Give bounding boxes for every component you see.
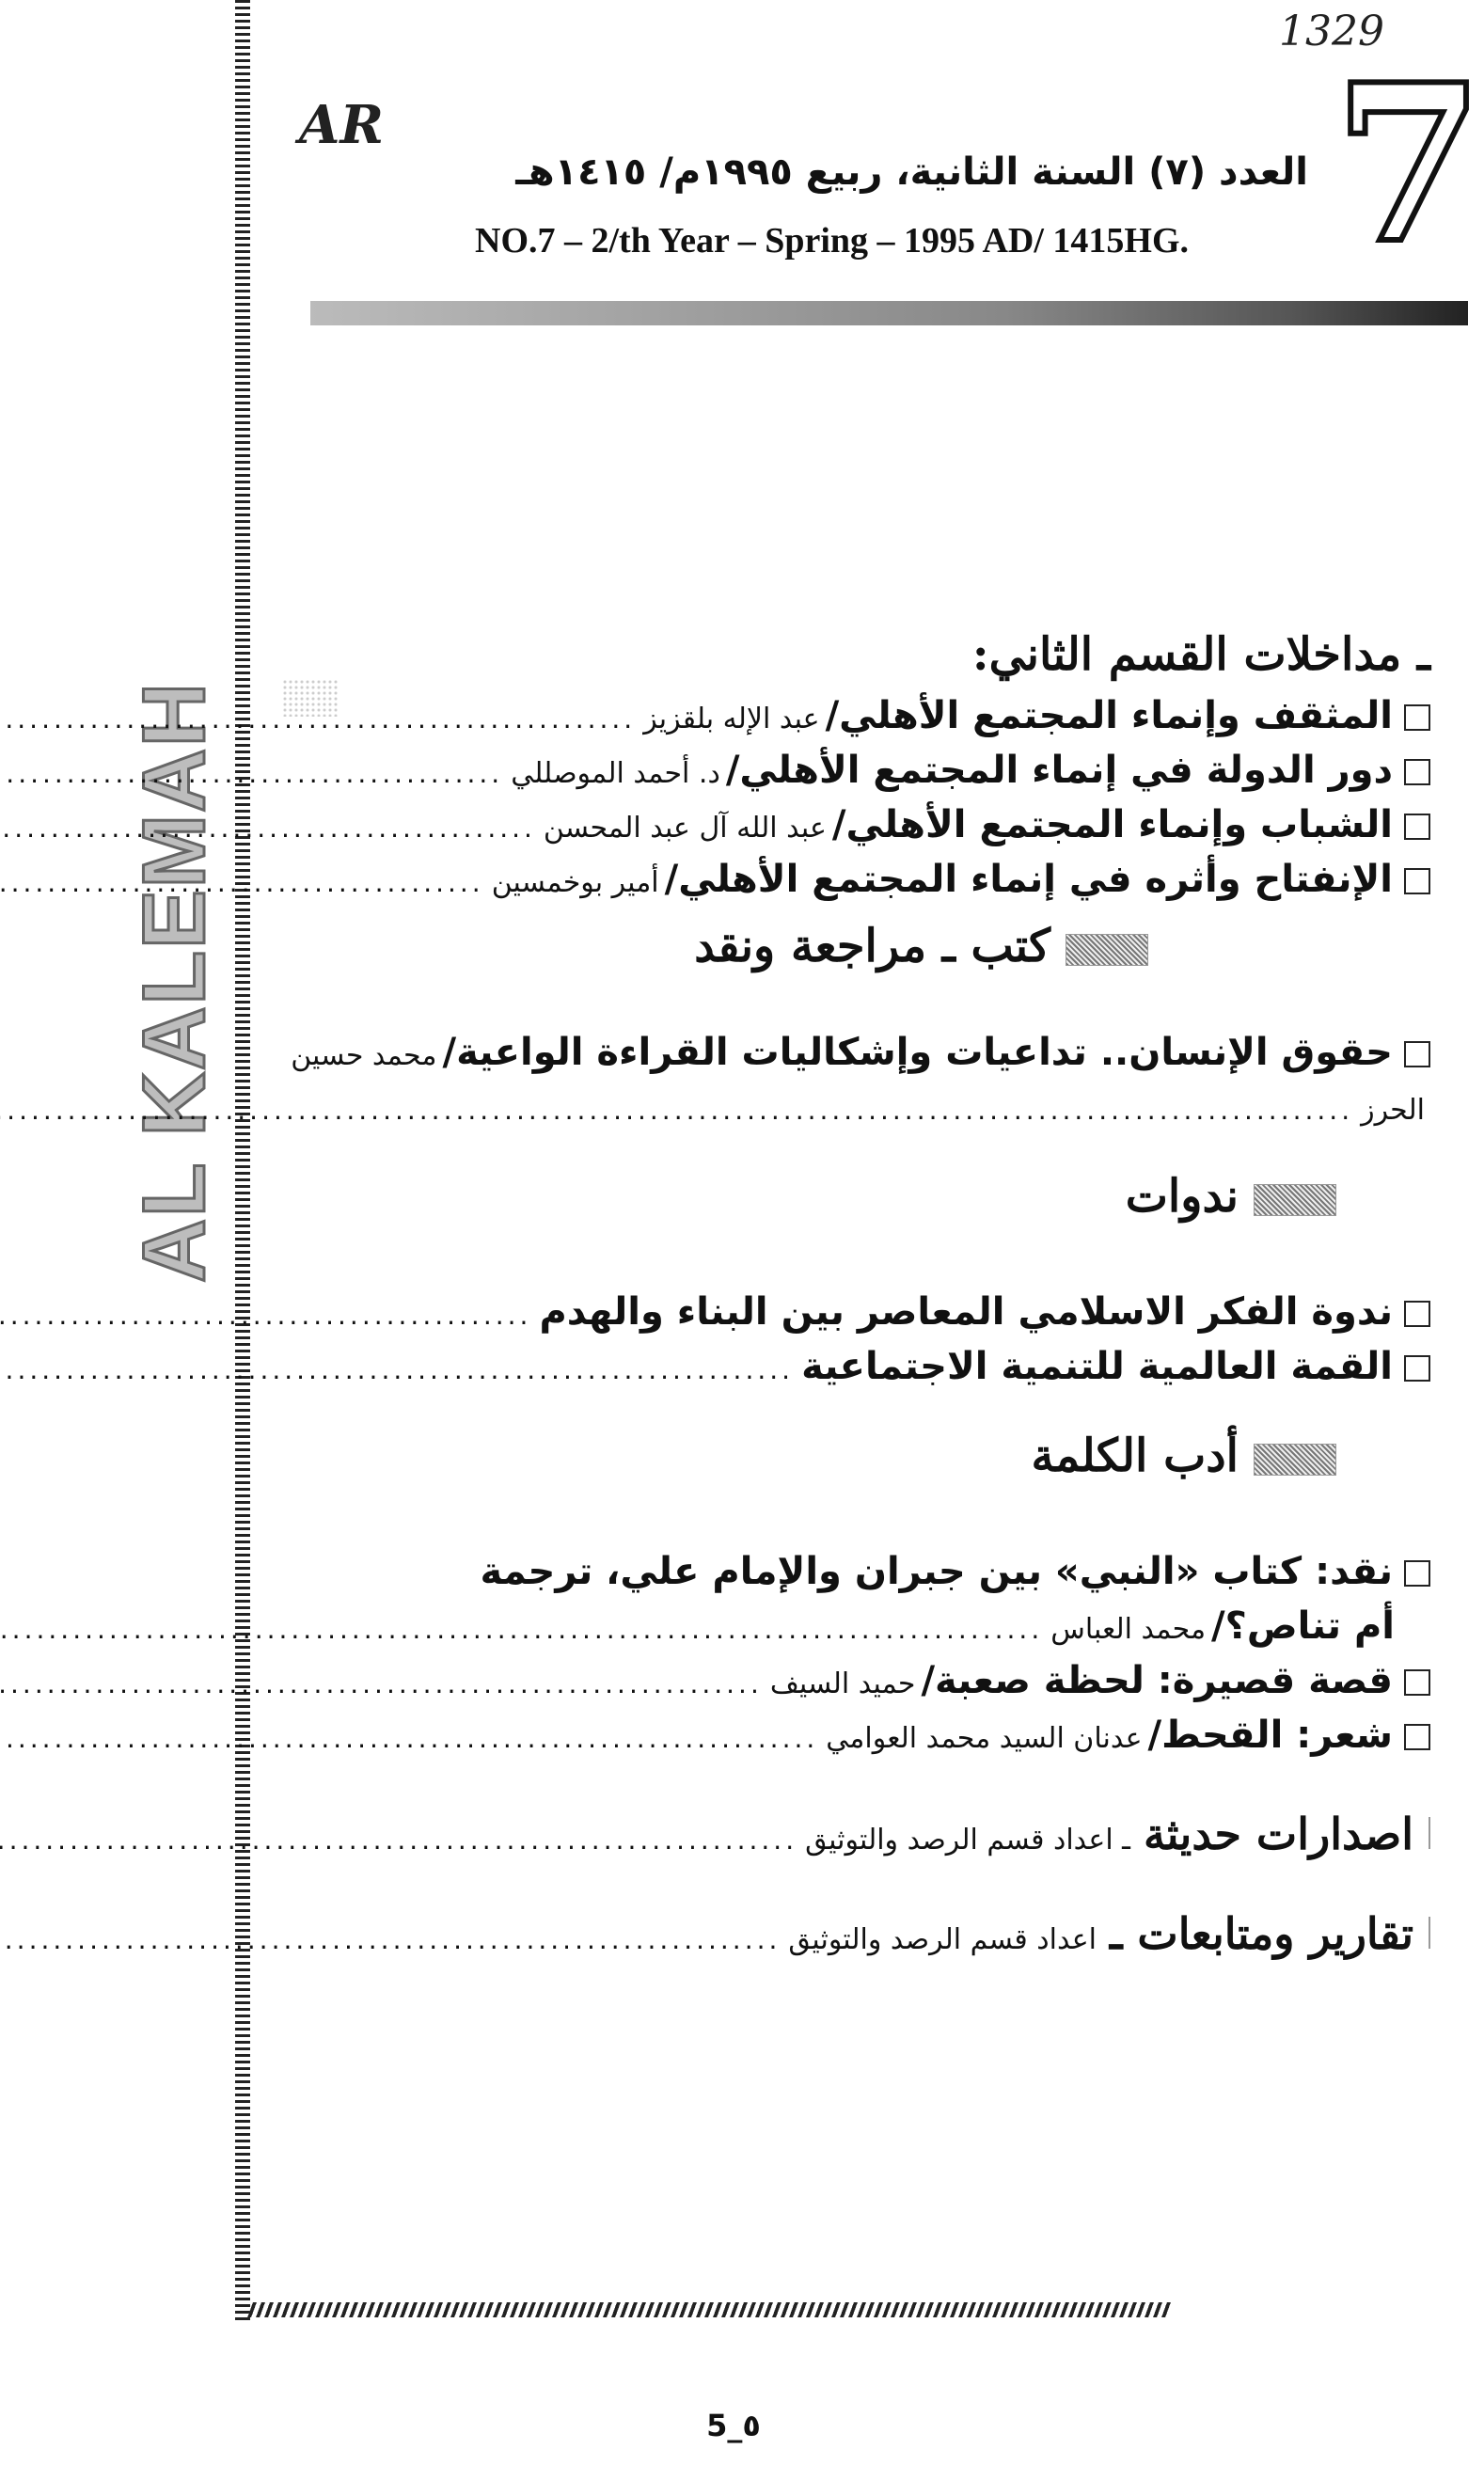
page-number: 5_٥ xyxy=(706,2408,761,2443)
toc-entry xyxy=(274,1653,1430,1708)
brand-text: AL KALEMAH xyxy=(124,681,223,1283)
entry-author: محمد العباس xyxy=(1050,1613,1207,1646)
checkbox-icon xyxy=(1404,1301,1430,1327)
toc-entry xyxy=(274,743,1430,798)
leader-dots xyxy=(0,801,536,856)
entry-title: المثقف وإنماء المجتمع الأهلي/ xyxy=(825,694,1393,737)
leader-dots xyxy=(0,1712,818,1766)
toc-entry xyxy=(274,1708,1430,1762)
toc-entry xyxy=(274,798,1430,852)
checkbox-icon xyxy=(1404,1560,1430,1587)
checkbox-icon xyxy=(1404,1669,1430,1696)
issue-number-digit: 7 xyxy=(1334,38,1484,292)
leader-dots xyxy=(0,1807,797,1874)
checkbox-icon xyxy=(1404,1355,1430,1382)
checkbox-icon xyxy=(1404,1724,1430,1750)
leader-dots xyxy=(0,856,484,910)
checkbox-icon xyxy=(1404,868,1430,894)
entry-author: حميد السيف xyxy=(769,1667,916,1700)
shaded-block-icon xyxy=(1254,1444,1336,1476)
toc-footer-entry xyxy=(274,1900,1430,1967)
toc-entry xyxy=(274,1544,1430,1599)
leader-dots xyxy=(0,1288,531,1343)
leader-dots xyxy=(0,1083,1353,1138)
entry-title: قصة قصيرة: لحظة صعبة/ xyxy=(921,1659,1393,1702)
table-of-contents xyxy=(274,621,1430,1967)
entry-title: اصدارات حديثة xyxy=(1143,1809,1413,1859)
section-title: ندوات xyxy=(274,1162,1336,1230)
leader-dots xyxy=(0,692,636,747)
entry-title: الإنفتاح وأثره في إنماء المجتمع الأهلي/ xyxy=(664,858,1393,901)
entry-title: الشباب وإنماء المجتمع الأهلي/ xyxy=(831,803,1393,846)
entry-title: ندوة الفكر الاسلامي المعاصر بين البناء والهدم xyxy=(539,1290,1393,1334)
entry-author-cont: الحرز xyxy=(1361,1094,1425,1127)
entry-title: نقد: كتاب «النبي» بين جبران والإمام علي، ترجمة xyxy=(480,1550,1393,1593)
entry-title: القمة العالمية للتنمية الاجتماعية xyxy=(801,1345,1393,1388)
shaded-block-icon xyxy=(1254,1184,1336,1216)
shaded-block-icon xyxy=(1429,1917,1430,1949)
toc-footer-entry xyxy=(274,1800,1430,1868)
entry-title: حقوق الإنسان.. تداعيات وإشكاليات القراءة الواعية/ xyxy=(442,1031,1393,1074)
header-rule xyxy=(310,301,1468,325)
entry-title: تقارير ومتابعات ـ xyxy=(1109,1908,1413,1959)
handwritten-number: 1329 xyxy=(1279,8,1384,55)
arabic-issue-line: العدد (٧) السنة الثانية، ربيع ١٩٩٥م/ ١٤١٥هـ xyxy=(515,150,1308,194)
section-title: أدب الكلمة xyxy=(274,1422,1336,1490)
toc-entry xyxy=(274,1285,1430,1339)
entry-title: شعر: القحط/ xyxy=(1147,1714,1393,1757)
entry-author: عبد الإله بلقزيز xyxy=(643,703,820,735)
entry-author: ـ اعداد قسم الرصد والتوثيق xyxy=(805,1824,1130,1857)
leader-dots xyxy=(0,747,503,801)
toc-entry xyxy=(274,1339,1430,1394)
entry-author: اعداد قسم الرصد والتوثيق xyxy=(788,1923,1097,1956)
checkbox-icon xyxy=(1404,759,1430,785)
section-title: ـ مداخلات القسم الثاني: xyxy=(971,628,1430,681)
entry-author: أمير بوخمسين xyxy=(491,866,659,899)
entry-author: د. أحمد الموصللي xyxy=(511,757,720,790)
shaded-block-icon xyxy=(1066,934,1148,966)
entry-author: محمد حسين xyxy=(291,1039,437,1072)
leader-dots xyxy=(0,1603,1043,1657)
entry-title: دور الدولة في إنماء المجتمع الأهلي/ xyxy=(725,749,1393,792)
leader-dots xyxy=(0,1343,794,1398)
entry-author: عدنان السيد محمد العوامي xyxy=(826,1722,1143,1755)
toc-entry xyxy=(274,852,1430,907)
toc-entry xyxy=(274,1025,1430,1080)
bottom-decorative-border xyxy=(247,2302,1175,2317)
handwritten-initials: AR xyxy=(299,94,384,156)
toc-entry xyxy=(274,688,1430,743)
shaded-block-icon xyxy=(1429,1817,1430,1849)
english-issue-line: NO.7 – 2/th Year – Spring – 1995 AD/ 1415HG. xyxy=(475,221,1189,261)
checkbox-icon xyxy=(1404,1041,1430,1067)
checkbox-icon xyxy=(1404,814,1430,840)
toc-entry-continuation xyxy=(274,1080,1430,1134)
leader-dots xyxy=(0,1906,781,1974)
leader-dots xyxy=(0,1657,763,1712)
entry-title-cont: أم تناص؟/ xyxy=(1211,1604,1395,1648)
checkbox-icon xyxy=(1404,704,1430,731)
toc-entry-continuation xyxy=(274,1599,1430,1653)
left-decorative-border xyxy=(235,0,250,2323)
entry-author: عبد الله آل عبد المحسن xyxy=(543,812,827,845)
section-title: كتب ـ مراجعة ونقد xyxy=(274,912,1148,980)
